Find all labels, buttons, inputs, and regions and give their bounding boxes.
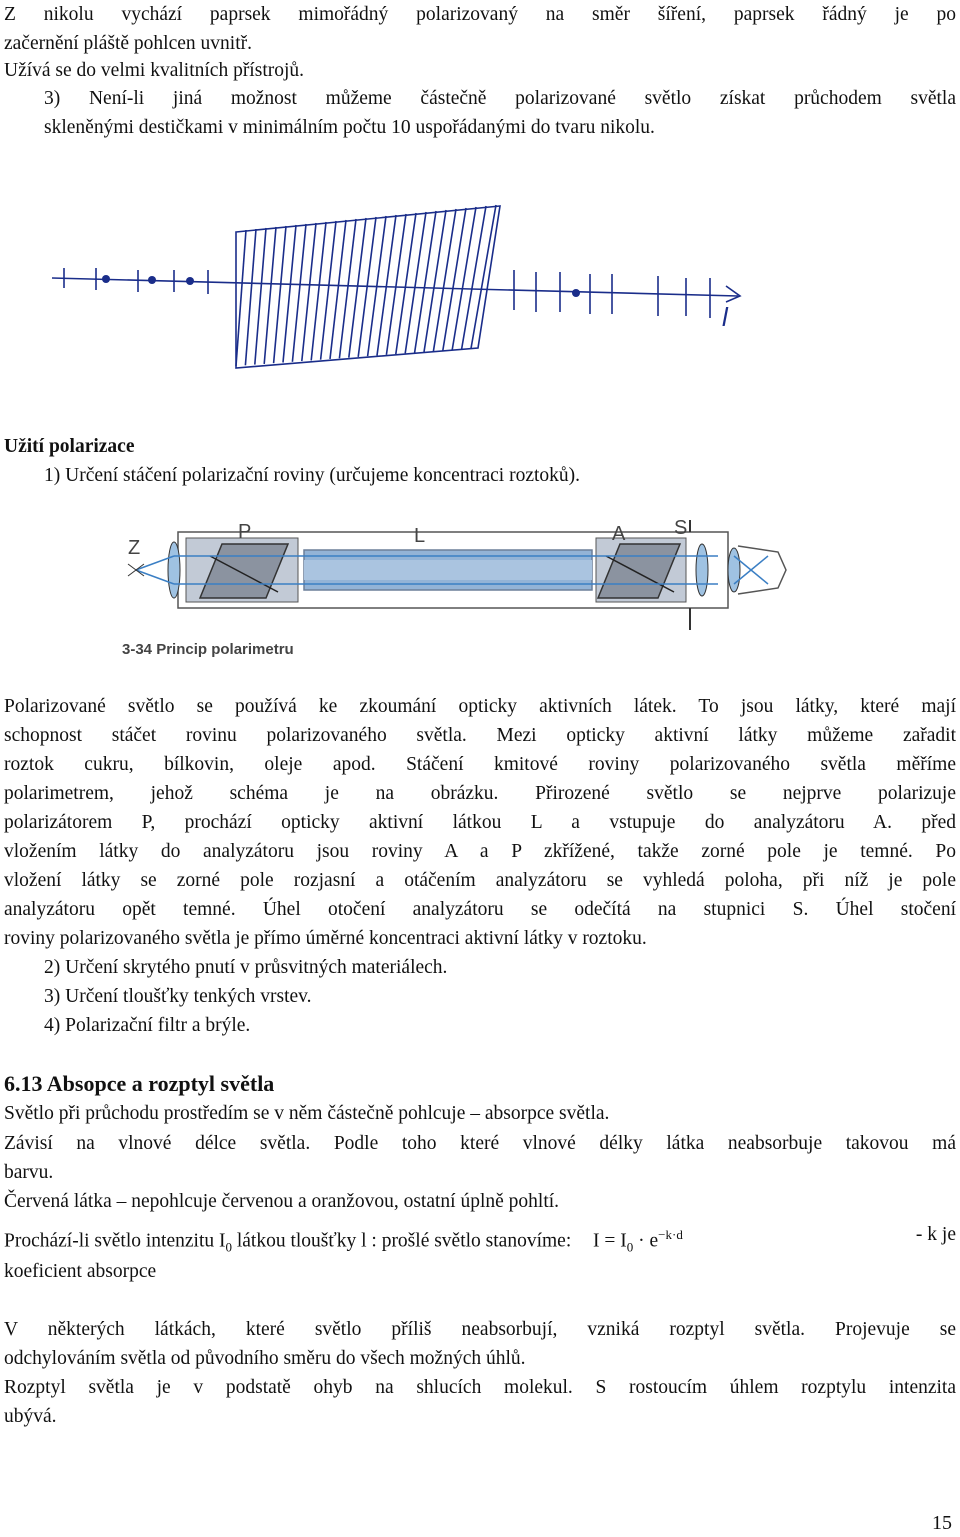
label-a: A (612, 523, 626, 545)
formula-intro: Prochází-li světlo intenzitu I (4, 1230, 226, 1252)
item3-line-2: skleněnými destičkami v minimálním počtu 10 uspořádanými do tvaru nikolu. (44, 117, 655, 138)
glass-plate (386, 214, 406, 355)
uziti-heading: Užití polarizace (4, 436, 135, 457)
glass-plate (339, 219, 356, 358)
scatter-line-3: Rozptyl světla je v podstatě ohyb na shlucích molekul. S rostoucím úhlem rozptylu intenzita (4, 1377, 956, 1398)
glass-plate (349, 218, 366, 358)
intro-line-3: Užívá se do velmi kvalitních přístrojů. (4, 60, 305, 81)
glass-plate (264, 227, 276, 364)
page-number: 15 (932, 1512, 952, 1534)
list-item-3: 3) Určení tloušťky tenkých vrstev. (44, 986, 312, 1007)
glass-plate (443, 208, 466, 351)
section-line-2: Závisí na vlnové délce světla. Podle toho které vlnové délky látka neabsorbuje takovou má (4, 1133, 956, 1154)
scatter-line-4: ubývá. (4, 1406, 57, 1427)
scatter-line-1: V některých látkách, které světlo příliš neabsorbují, vzniká rozptyl světla. Projevuje se (4, 1319, 956, 1340)
formula-exp-base: · e (633, 1230, 659, 1252)
section-line-4: Červená látka – nepohlcuje červenou a oranžovou, ostatní úplně pohltí. (4, 1191, 560, 1212)
glass-plate (462, 206, 486, 349)
para-line-5: polarizátorem P, prochází opticky aktivní látkou L a vstupuje do analyzátoru A. před (4, 812, 956, 833)
glass-plate (236, 230, 246, 366)
section-line-1: Světlo při průchodu prostředím se v něm částečně pohlcuje – absorpce světla. (4, 1103, 610, 1124)
formula-lhs: I = I (593, 1230, 627, 1252)
intensity-subscript: 0 (225, 1239, 232, 1255)
polarimeter-figure (118, 512, 798, 662)
formula-subscript: 0 (626, 1239, 634, 1255)
para-line-1: Polarizované světlo se používá ke zkoumání opticky aktivních látek. To jsou látky, které mají (4, 696, 956, 717)
para-line-7: vložení látky se zorné pole rozjasní a otáčením analyzátoru se vyhledá poloha, při níž je pole (4, 870, 956, 891)
intro-line-2: začernění pláště pohlcen uvnitř. (4, 33, 252, 54)
glass-plate (433, 209, 456, 351)
formula-tail: - k je (915, 1224, 956, 1245)
section-line-3: barvu. (4, 1162, 54, 1183)
glass-plate (321, 221, 336, 360)
para-line-8: analyzátoru opět temné. Úhel otočení analyzátoru se odečítá na stupnici S. Úhel stočení (4, 899, 956, 920)
para-line-4: polarimetrem, jehož schéma je na obrázku. Přirozené světlo se nejprve polarizuje (4, 783, 956, 804)
glass-plate (405, 212, 426, 353)
glass-plate (377, 215, 396, 356)
formula-intro-mid: látkou tloušťky l : prošlé světlo stanovíme: (231, 1230, 572, 1252)
glass-plate (245, 229, 256, 365)
glass-plate (330, 220, 346, 359)
section-heading: 6.13 Absopce a rozptyl světla (4, 1071, 275, 1096)
list-item-4: 4) Polarizační filtr a brýle. (44, 1015, 251, 1036)
uziti-item-1: 1) Určení stáčení polarizační roviny (určujeme koncentraci roztoků). (44, 465, 581, 486)
para-line-3: roztok cukru, bílkovin, oleje apod. Stáčení kmitové roviny polarizovaného světla měříme (4, 754, 956, 775)
para-line-6: vložením látky do analyzátoru jsou roviny A a P zkřížené, takže zorné pole je temné. Po (4, 841, 956, 862)
light-label: l (722, 302, 728, 332)
glass-plate (424, 210, 446, 352)
label-s: S (674, 517, 688, 539)
glass-plates-figure (50, 198, 770, 376)
glass-plate (396, 213, 416, 354)
section-line-5: koeficient absorpce (4, 1261, 157, 1282)
para-line-2: schopnost stáčet rovinu polarizovaného světla. Mezi opticky aktivní látky můžeme zařadit (4, 725, 956, 746)
label-l: L (414, 525, 426, 547)
label-z: Z (128, 537, 141, 559)
scatter-line-2: odchylováním světla od původního směru do všech možných úhlů. (4, 1348, 526, 1369)
figure-caption: 3-34 Princip polarimetru (122, 641, 294, 658)
glass-plate (415, 211, 436, 353)
label-p: P (238, 521, 252, 543)
para-line-9: roviny polarizovaného světla je přímo úměrné koncentraci aktivní látky v roztoku. (4, 928, 647, 949)
item3-line-1: 3) Není-li jiná možnost můžeme částečně polarizované světlo získat průchodem světla (44, 88, 956, 109)
list-item-2: 2) Určení skrytého pnutí v průsvitných materiálech. (44, 957, 448, 978)
absorption-formula-line (4, 1220, 956, 1261)
glass-plate (452, 207, 476, 350)
glass-plate (255, 228, 266, 365)
formula-exponent: −k·d (658, 1227, 683, 1242)
intro-line-1: Z nikolu vychází paprsek mimořádný polarizovaný na směr šíření, paprsek řádný je po (4, 4, 956, 25)
